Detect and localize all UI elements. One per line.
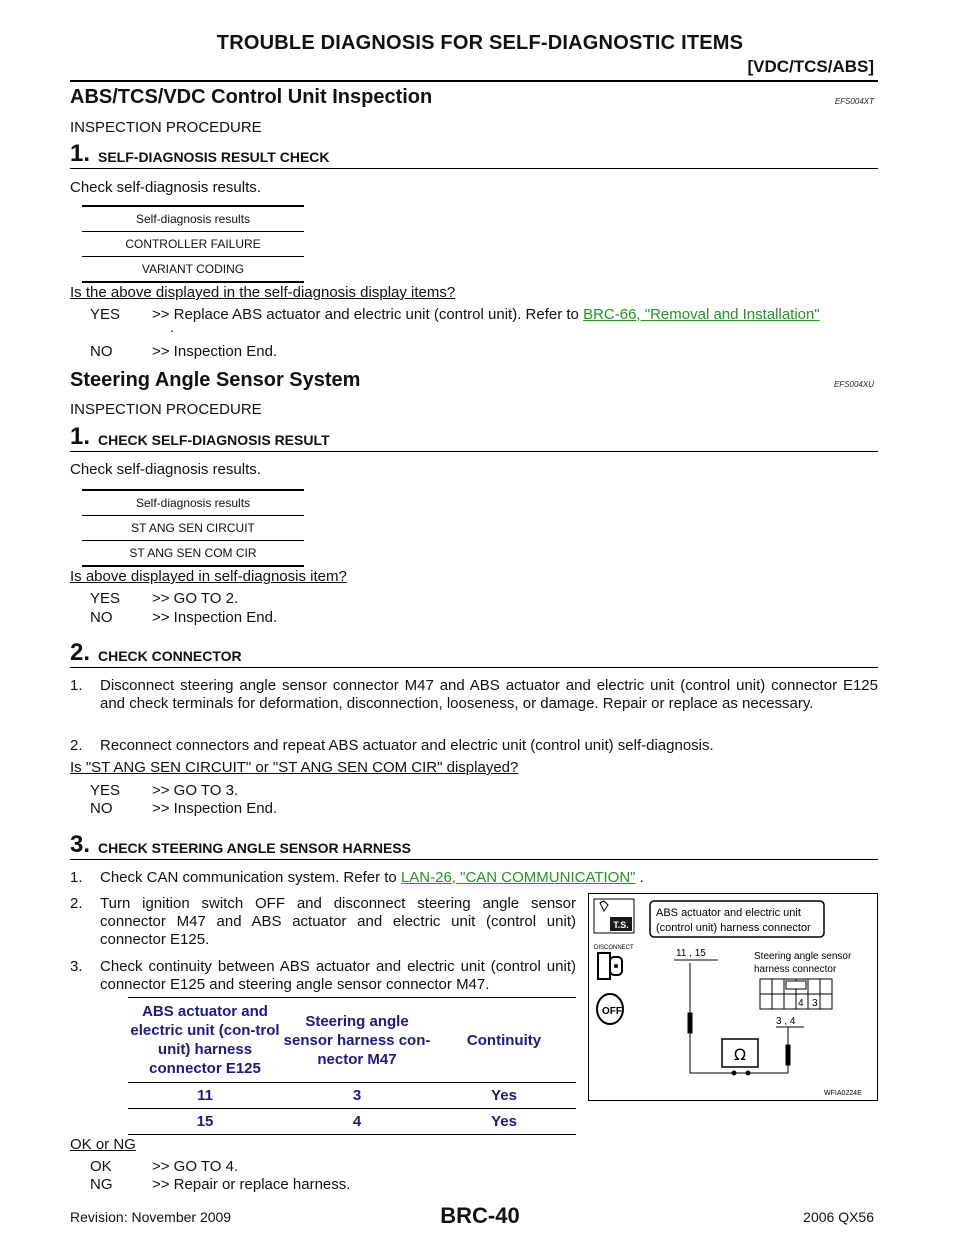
- table-cell: 11: [128, 1083, 282, 1109]
- table-header-cell: Self-diagnosis results: [82, 490, 304, 516]
- answer-key: NO: [90, 609, 113, 626]
- abs-pins-label: 11 , 15: [676, 948, 706, 959]
- answer-text: >> GO TO 2.: [152, 590, 239, 607]
- table-header-cell: ABS actuator and electric unit (con-trol unit) harness connector E125: [128, 998, 282, 1083]
- table-header-row: [82, 206, 304, 232]
- section-code: EFS004XU: [833, 380, 874, 389]
- step-question: Is the above displayed in the self-diagnosis display items?: [70, 284, 456, 301]
- reference-link-brc66[interactable]: BRC-66, "Removal and Installation": [583, 306, 820, 323]
- step-question: Is above displayed in self-diagnosis item?: [70, 568, 347, 585]
- table-cell: Yes: [432, 1083, 576, 1109]
- list-item-number: 1.: [70, 869, 83, 886]
- answer-key: NO: [90, 800, 113, 817]
- step-label: SELF-DIAGNOSIS RESULT CHECK: [98, 149, 330, 165]
- list-item: [70, 737, 878, 755]
- answer-key: NO: [90, 343, 113, 360]
- table-cell: CONTROLLER FAILURE: [82, 232, 304, 257]
- answer-no: [90, 609, 277, 626]
- list-item: [70, 895, 576, 949]
- procedure-heading: INSPECTION PROCEDURE: [70, 401, 262, 418]
- table-cell: 15: [128, 1109, 282, 1135]
- list-item-text: Turn ignition switch OFF and disconnect steering angle sensor connector M47 and ABS actuator and electric unit (control unit) connector E125.: [100, 895, 576, 948]
- list-item-tail: .: [639, 869, 644, 886]
- off-label: OFF: [602, 1006, 622, 1017]
- reference-link-lan26[interactable]: LAN-26, "CAN COMMUNICATION": [400, 869, 636, 886]
- footer-model: 2006 QX56: [803, 1209, 874, 1225]
- list-item-text: Check CAN communication system. Refer to: [100, 869, 397, 886]
- table-header-row: [128, 998, 576, 1083]
- answer-key: YES: [90, 590, 121, 607]
- wiring-diagram-figure: [588, 893, 878, 1101]
- self-diagnosis-table: [82, 489, 304, 567]
- table-cell: VARIANT CODING: [82, 257, 304, 283]
- sensor-connector-grid: [760, 979, 832, 1009]
- answer-text: >> Replace ABS actuator and electric unit (control unit). Refer to: [152, 306, 579, 323]
- ohm-symbol: Ω: [733, 1045, 747, 1064]
- ts-badge-label: T.S.: [613, 920, 629, 930]
- table-row: [82, 257, 304, 283]
- table-cell: Yes: [432, 1109, 576, 1135]
- step-header-1: [70, 423, 878, 452]
- step-question: Is "ST ANG SEN CIRCUIT" or "ST ANG SEN COM CIR" displayed?: [70, 759, 519, 776]
- step-number: 3.: [70, 831, 91, 858]
- table-row: [82, 541, 304, 567]
- section-title-steering: Steering Angle Sensor System: [70, 369, 361, 391]
- table-row: [128, 1083, 576, 1109]
- table-cell: ST ANG SEN COM CIR: [82, 541, 304, 567]
- step-label: CHECK SELF-DIAGNOSIS RESULT: [98, 432, 330, 448]
- step-instruction: Check self-diagnosis results.: [70, 179, 261, 196]
- list-item-number: 3.: [70, 958, 83, 975]
- step-number: 1.: [70, 140, 91, 167]
- footer-page-number: BRC-40: [440, 1203, 520, 1228]
- step-number: 1.: [70, 423, 91, 450]
- answer-text: >> Inspection End.: [152, 609, 278, 626]
- list-item-text: Reconnect connectors and repeat ABS actuator and electric unit (control unit) self-diagnosis.: [100, 737, 714, 754]
- footer-revision: Revision: November 2009: [70, 1209, 232, 1225]
- list-item: [70, 958, 576, 994]
- disconnect-label: DISCONNECT: [594, 945, 634, 951]
- answer-text: >> GO TO 3.: [152, 782, 239, 799]
- abs-box-line1: ABS actuator and electric unit: [656, 907, 801, 919]
- table-header-cell: Self-diagnosis results: [82, 206, 304, 232]
- answer-text: >> Repair or replace harness.: [152, 1176, 351, 1193]
- table-cell: 4: [282, 1109, 432, 1135]
- step-header-3: [70, 831, 878, 860]
- pin-3-label: 3: [812, 998, 818, 1009]
- table-header-row: [82, 490, 304, 516]
- self-diagnosis-table: [82, 205, 304, 283]
- answer-ng: [90, 1176, 350, 1193]
- page-header-subtitle: [VDC/TCS/ABS]: [747, 57, 874, 76]
- answer-no: [90, 800, 277, 817]
- answer-yes: [90, 782, 238, 799]
- abs-box-line2: (control unit) harness connector: [656, 922, 811, 934]
- sensor-label-line2: harness connector: [754, 964, 837, 975]
- table-row: [82, 232, 304, 257]
- section-title-control-unit: ABS/TCS/VDC Control Unit Inspection: [70, 86, 433, 108]
- answer-ok: [90, 1158, 238, 1175]
- list-item: [70, 677, 878, 713]
- table-row: [82, 516, 304, 541]
- figure-code: WFIA0224E: [824, 1090, 862, 1097]
- sensor-label-line1: Steering angle sensor: [754, 951, 852, 962]
- ts-badge-icon: [594, 899, 634, 933]
- answer-text: >> Inspection End.: [152, 343, 278, 360]
- continuity-table: [128, 997, 576, 1135]
- step-label: CHECK CONNECTOR: [98, 648, 242, 664]
- answer-tail: .: [170, 319, 175, 336]
- answer-no: [90, 343, 277, 360]
- step-header-1: [70, 140, 878, 169]
- answer-yes: [90, 306, 880, 336]
- step-header-2: [70, 639, 878, 668]
- list-item-number: 2.: [70, 737, 83, 754]
- answer-key: OK: [90, 1158, 112, 1175]
- pin-4-label: 4: [798, 998, 804, 1009]
- sensor-pins-label: 3 , 4: [776, 1016, 796, 1027]
- step-instruction: Check self-diagnosis results.: [70, 461, 261, 478]
- ignition-off-icon: [597, 994, 623, 1024]
- answer-key: YES: [90, 306, 121, 323]
- list-item-body: [100, 869, 878, 887]
- list-item-number: 2.: [70, 895, 83, 912]
- result-question: OK or NG: [70, 1136, 136, 1153]
- header-divider: [70, 80, 878, 82]
- page-header-title: TROUBLE DIAGNOSIS FOR SELF-DIAGNOSTIC ITEMS: [216, 32, 744, 54]
- procedure-heading: INSPECTION PROCEDURE: [70, 119, 262, 136]
- table-header-cell: Steering angle sensor harness con-nector M47: [282, 998, 432, 1083]
- disconnect-connector-icon: [598, 953, 622, 979]
- answer-key: NG: [90, 1176, 113, 1193]
- answer-key: YES: [90, 782, 121, 799]
- list-item: [70, 869, 878, 887]
- answer-yes: [90, 590, 238, 607]
- list-item-number: 1.: [70, 677, 83, 694]
- table-row: [128, 1109, 576, 1135]
- list-item-text: Disconnect steering angle sensor connector M47 and ABS actuator and electric unit (control unit) connector E125 and check terminals for deformation, disconnection, looseness, or damage. Repair or replace as necessary.: [100, 677, 878, 712]
- list-item-text: Check continuity between ABS actuator and electric unit (control unit) connector E125 and steering angle sensor connector M47.: [100, 958, 576, 993]
- table-header-cell: Continuity: [432, 998, 576, 1083]
- step-number: 2.: [70, 639, 91, 666]
- table-cell: 3: [282, 1083, 432, 1109]
- answer-text: >> Inspection End.: [152, 800, 278, 817]
- step-label: CHECK STEERING ANGLE SENSOR HARNESS: [98, 840, 411, 856]
- section-code: EFS004XT: [834, 97, 874, 106]
- answer-text: >> GO TO 4.: [152, 1158, 239, 1175]
- table-cell: ST ANG SEN CIRCUIT: [82, 516, 304, 541]
